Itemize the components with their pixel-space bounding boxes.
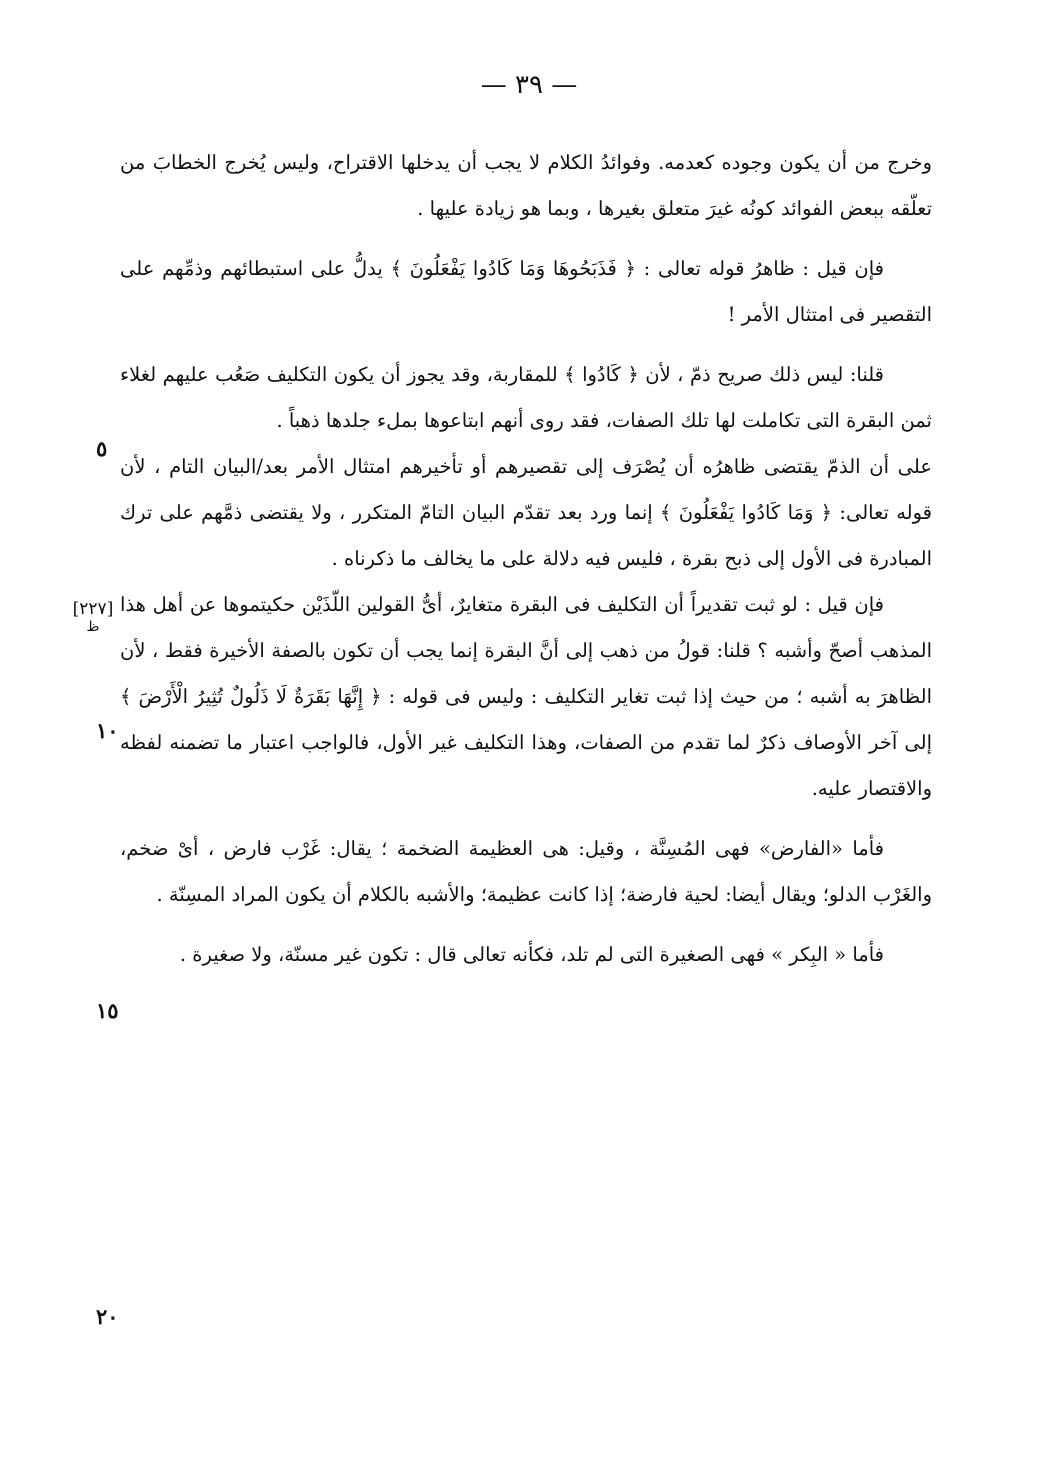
paragraph: فأما «الفارض» فهى المُسِنَّة ، وقيل: هى العظيمة الضخمة ؛ يقال: غَرْب فارض ، أىْ ضخم، والغَرْب الدلو؛ ويقال أيضا: لحية فارضة؛ إذا كانت عظيمة؛ والأشبه بالكلام أن يكون المراد المسِنّة . bbox=[120, 837, 932, 906]
body-text bbox=[120, 140, 932, 978]
page-number: — ٣٩ — bbox=[480, 70, 578, 100]
folio-side: ظ bbox=[86, 619, 100, 635]
line-number: ١٠ bbox=[96, 718, 119, 743]
paragraph: فأما « البِكر » فهى الصغيرة التى لم تلد، فكأنه تعالى قال : تكون غير مسنّة، ولا صغيرة . bbox=[179, 943, 884, 966]
paragraph: وخرج من أن يكون وجوده كعدمه. وفوائدُ الكلام لا يجب أن يدخلها الاقتراح، وليس يُخرج الخطابَ من تعلّقه ببعض الفوائد كونُه غيرَ متعلق بغيرها ، وبما هو زيادة عليها . bbox=[120, 151, 932, 220]
folio-number: [٢٢٧] bbox=[72, 599, 114, 619]
line-number: ٢٠ bbox=[96, 1304, 119, 1329]
paragraph: على أن الذمّ يقتضى ظاهرُه أن يُصْرَف إلى تقصيرهم أو تأخيرهم امتثال الأمر بعد/البيان التام ، لأن قوله تعالى: ﴿ وَمَا كَادُوا يَفْعَلُونَ ﴾ إنما ورد بعد تقدّم البيان التامّ المتكرر ، ولا يقتضى ذمَّهم على ترك المبادرة فى الأول إلى ذبح بقرة ، فليس فيه دلالة على ما يخالف ما ذكرناه . bbox=[120, 455, 932, 570]
paragraph: قلنا: ليس ذلك صريح ذمّ ، لأن ﴿ كَادُوا ﴾ للمقاربة، وقد يجوز أن يكون التكليف صَعُب عليهم لغلاء ثمن البقرة التى تكاملت لها تلك الصفات، فقد روى أنهم ابتاعوها بملء جلدها ذهباً . bbox=[120, 363, 932, 432]
paragraph: فإن قيل : لو ثبت تقديراً أن التكليف فى البقرة متغايرٌ، أىُّ القولين اللّذَيْن حكيتموها عن أهل هذا المذهب أصحّ وأشبه ؟ قلنا: قولُ من ذهب إلى أنَّ البقرة إنما يجب أن تكون بالصفة الأخيرة فقط ، لأن الظاهرَ به أشبه ؛ من حيث إذا ثبت تغاير التكليف : وليس فى قوله : ﴿ إِنَّهَا بَقَرَةٌ لَا ذَلُولٌ تُثِيرُ الْأَرْضَ ﴾ إلى آخر الأوصاف ذكرٌ لما تقدم من الصفات، وهذا التكليف غير الأول، فالواجب اعتبار ما تضمنه لفظه والاقتصار عليه. bbox=[120, 593, 932, 800]
line-number: ١٥ bbox=[96, 998, 119, 1023]
line-number: ٥ bbox=[96, 436, 108, 461]
folio-marker bbox=[58, 600, 128, 636]
paragraph: فإن قيل : ظاهرُ قوله تعالى : ﴿ فَذَبَحُوهَا وَمَا كَادُوا يَفْعَلُونَ ﴾ يدلُّ على استبطائهم وذمِّهم على التقصير فى امتثال الأمر ! bbox=[120, 257, 932, 326]
